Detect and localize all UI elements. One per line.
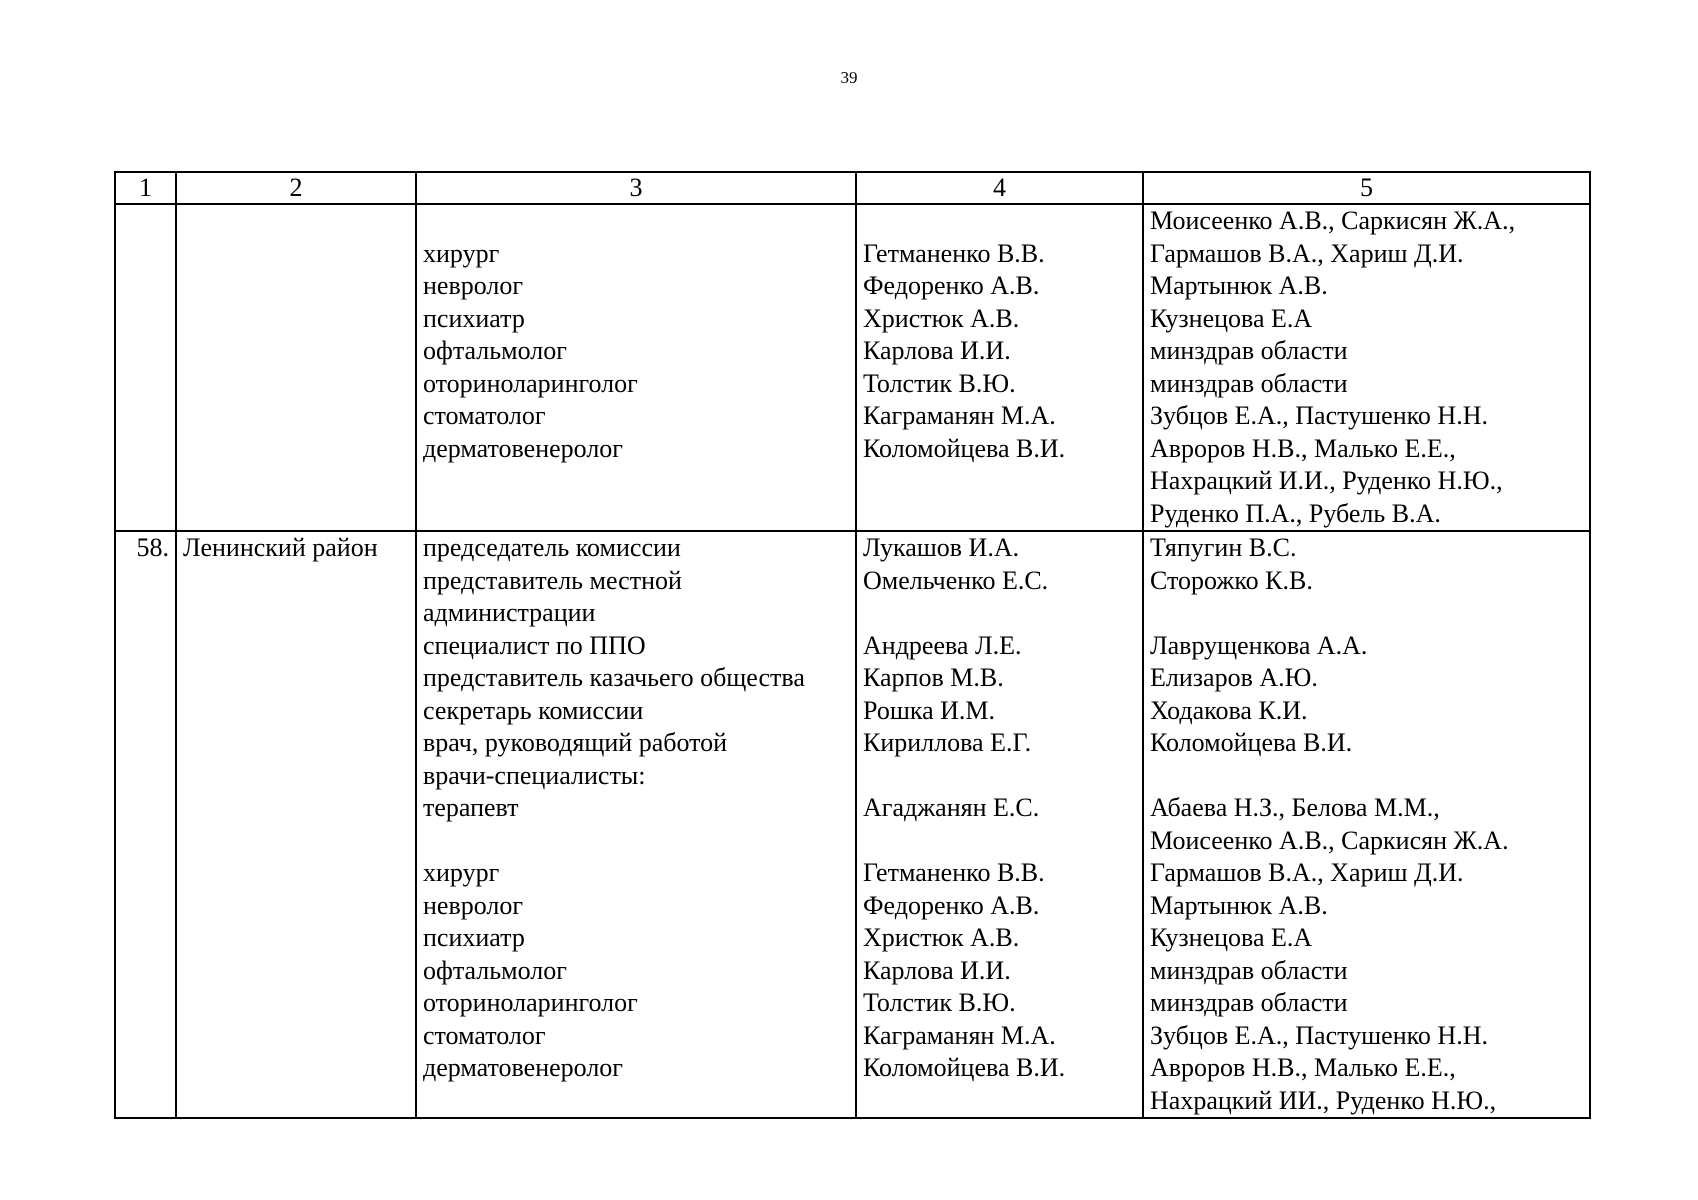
position-line: офтальмолог — [423, 336, 567, 365]
substitute-line: Нахрацкий И.И., Руденко Н.Ю., — [1150, 466, 1503, 495]
substitute-line: Зубцов Е.А., Пастушенко Н.Н. — [1150, 1020, 1488, 1050]
table-body — [115, 172, 1590, 1118]
substitute-line: Мартынюк А.В. — [1150, 890, 1328, 920]
table-row — [115, 204, 1590, 531]
page-number: 39 — [840, 68, 858, 87]
substitute-line: Моисеенко А.В., Саркисян Ж.А., — [1150, 206, 1516, 235]
substitute-line: Авроров Н.В., Малько Е.Е., — [1150, 433, 1456, 463]
substitute-cell — [1143, 204, 1590, 531]
member-line — [863, 465, 1136, 498]
member-line — [863, 760, 1136, 793]
substitute-cell — [1143, 531, 1590, 1118]
substitute-line: Лаврущенкова А.А. — [1150, 630, 1368, 660]
commission-table — [114, 171, 1591, 1119]
column-header-3: 3 — [416, 172, 856, 204]
position-line: стоматолог — [423, 401, 546, 430]
substitute-line: Гармашов В.А., Хариш Д.И. — [1150, 858, 1464, 887]
member-line: Лукашов И.А. — [863, 533, 1020, 562]
substitute-line: Тяпугин В.С. — [1150, 533, 1297, 562]
member-line: Коломойцева В.И. — [863, 1053, 1066, 1082]
position-line: председатель комиссии — [423, 533, 681, 562]
position-line: психиатр — [423, 303, 525, 333]
member-line: Толстик В.Ю. — [863, 988, 1016, 1017]
member-line: Рошка И.М. — [863, 695, 996, 725]
substitute-line: Коломойцева В.И. — [1150, 728, 1353, 757]
member-line: Толстик В.Ю. — [863, 368, 1016, 398]
table-row — [115, 531, 1590, 1118]
substitute-line: минздрав области — [1150, 336, 1348, 365]
position-line: оториноларинголог — [423, 988, 638, 1017]
member-line — [863, 597, 1136, 630]
substitute-line: Моисеенко А.В., Саркисян Ж.А. — [1150, 825, 1509, 855]
member-line: Карпов М.В. — [863, 663, 1004, 692]
member-line: Андреева Л.Е. — [863, 630, 1022, 660]
substitute-line: Гармашов В.А., Хариш Д.И. — [1150, 238, 1464, 268]
member-line: Омельченко Е.С. — [863, 565, 1049, 595]
member-line: Коломойцева В.И. — [863, 433, 1066, 463]
position-line — [423, 465, 849, 498]
column-header-5: 5 — [1143, 172, 1590, 204]
member-line: Христюк А.В. — [863, 923, 1020, 952]
member-line: Каграманян М.А. — [863, 401, 1056, 430]
member-line: Агаджанян Е.С. — [863, 793, 1040, 822]
position-line: терапевт — [423, 793, 519, 822]
position-line: офтальмолог — [423, 955, 567, 985]
position-line: врач, руководящий работой — [423, 728, 728, 757]
position-line: стоматолог — [423, 1020, 546, 1050]
table-header-row — [115, 172, 1590, 204]
position-line: специалист по ППО — [423, 630, 646, 660]
substitute-line: Зубцов Е.А., Пастушенко Н.Н. — [1150, 401, 1488, 430]
position-line: хирург — [423, 858, 500, 887]
position-line: секретарь комиссии — [423, 695, 644, 725]
member-line: Карлова И.И. — [863, 955, 1011, 985]
position-line — [423, 498, 849, 531]
member-line: Карлова И.И. — [863, 336, 1011, 365]
position-line: дерматовенеролог — [423, 1053, 623, 1082]
position-line: врачи-специалисты: — [423, 760, 646, 790]
row-number-cell: 58. — [115, 531, 176, 1118]
position-line: представитель казачьего общества — [423, 663, 805, 692]
member-line: Гетманенко В.В. — [863, 238, 1045, 268]
position-line: невролог — [423, 890, 524, 920]
position-line: невролог — [423, 271, 524, 300]
column-header-4: 4 — [856, 172, 1143, 204]
position-line: администрации — [423, 598, 596, 627]
member-line: Кириллова Е.Г. — [863, 728, 1032, 757]
member-line: Федоренко А.В. — [863, 271, 1040, 300]
position-cell — [416, 204, 856, 531]
position-line: представитель местной — [423, 565, 682, 595]
position-line — [423, 825, 849, 858]
substitute-line: минздрав области — [1150, 368, 1348, 398]
substitute-line: Нахрацкий ИИ., Руденко Н.Ю., — [1150, 1085, 1497, 1115]
position-line — [423, 205, 849, 238]
substitute-line: Руденко П.А., Рубель В.А. — [1150, 498, 1441, 528]
column-header-1: 1 — [115, 172, 176, 204]
member-line: Христюк А.В. — [863, 303, 1020, 333]
position-line: психиатр — [423, 923, 525, 952]
substitute-line: Ходакова К.И. — [1150, 695, 1308, 725]
member-line — [863, 205, 1136, 238]
substitute-line: минздрав области — [1150, 955, 1348, 985]
substitute-line — [1150, 597, 1583, 630]
member-line: Каграманян М.А. — [863, 1020, 1056, 1050]
substitute-line: Кузнецова Е.А — [1150, 303, 1313, 333]
substitute-line: Елизаров А.Ю. — [1150, 663, 1318, 692]
member-line: Гетманенко В.В. — [863, 858, 1045, 887]
position-line — [423, 1085, 849, 1118]
row-number-cell — [115, 204, 176, 531]
district-cell — [176, 204, 416, 531]
substitute-line: Кузнецова Е.А — [1150, 923, 1313, 952]
member-line: Федоренко А.В. — [863, 890, 1040, 920]
position-cell — [416, 531, 856, 1118]
substitute-line: минздрав области — [1150, 988, 1348, 1017]
position-line: дерматовенеролог — [423, 433, 623, 463]
district-cell: Ленинский район — [176, 531, 416, 1118]
substitute-line: Сторожко К.В. — [1150, 565, 1313, 595]
substitute-line — [1150, 760, 1583, 793]
member-cell — [856, 204, 1143, 531]
member-line — [863, 825, 1136, 858]
substitute-line: Авроров Н.В., Малько Е.Е., — [1150, 1053, 1456, 1082]
position-line: хирург — [423, 238, 500, 268]
position-line: оториноларинголог — [423, 368, 638, 398]
member-line — [863, 1085, 1136, 1118]
substitute-line: Абаева Н.З., Белова М.М., — [1150, 793, 1440, 822]
member-line — [863, 498, 1136, 531]
substitute-line: Мартынюк А.В. — [1150, 271, 1328, 300]
member-cell — [856, 531, 1143, 1118]
column-header-2: 2 — [176, 172, 416, 204]
